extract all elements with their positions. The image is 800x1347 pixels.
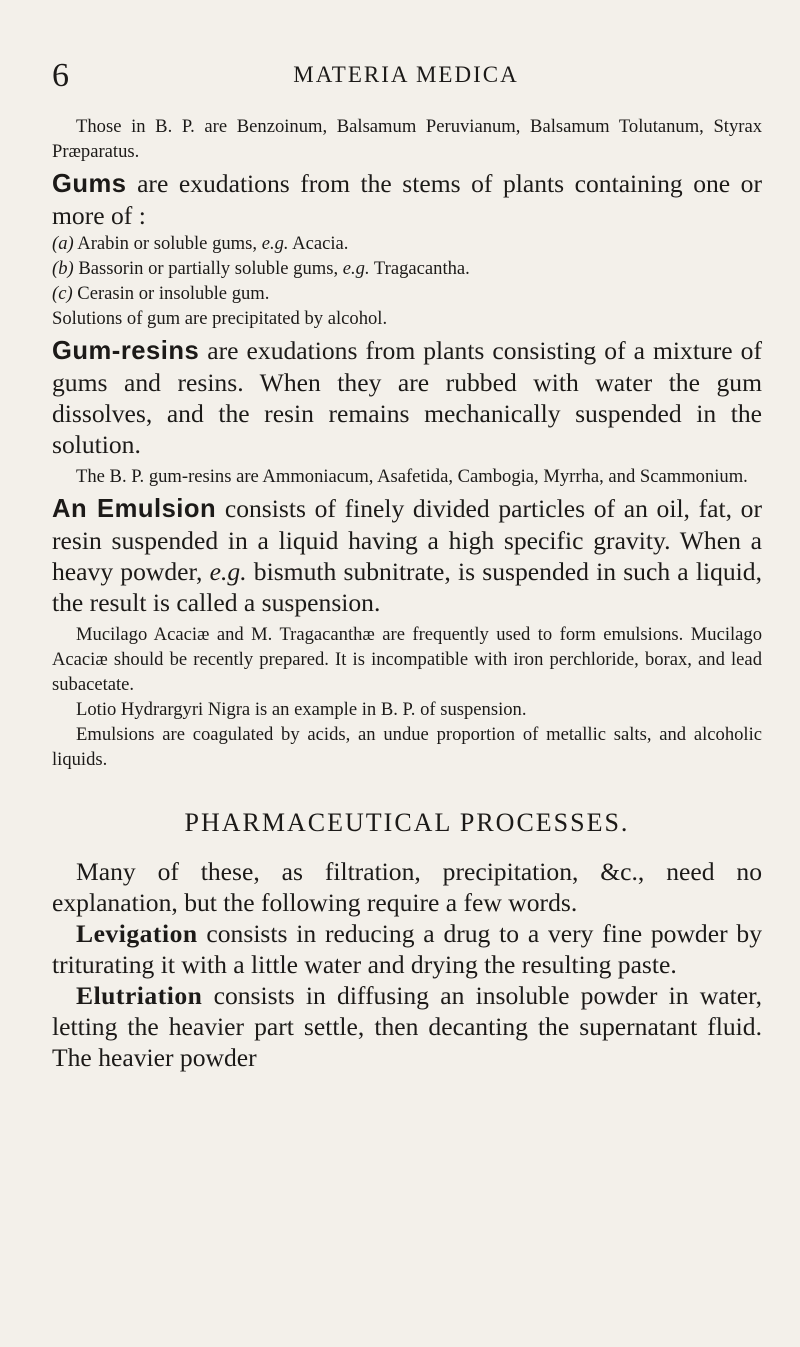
emulsion-term: An Emulsion xyxy=(52,495,217,523)
coagulation-paragraph: Emulsions are coagulated by acids, an undue proportion of metallic salts, and alcoholic liquids. xyxy=(52,724,762,770)
list-marker-a: (a) xyxy=(52,233,74,254)
gum-types-list xyxy=(52,231,762,331)
list-item-a-text: Arabin or soluble gums, xyxy=(73,233,262,254)
levigation-term: Levigation xyxy=(76,919,198,948)
gum-resins-term: Gum-resins xyxy=(52,337,200,365)
page-number: 6 xyxy=(52,57,69,94)
elutriation-text: consists in diffusing an insoluble powder in water, letting the heavier part settle, then decanting the supernatant fluid. The heavier powder xyxy=(52,981,762,1072)
levigation-text: consists in reducing a drug to a very fine powder by triturating it with a little water and drying the resulting paste. xyxy=(52,919,762,979)
list-item-c xyxy=(52,281,762,306)
mucilago-paragraph: Mucilago Acaciæ and M. Tragacanthæ are frequently used to form emulsions. Mucilago Acaciæ should be recently prepared. It is incompatible with iron perchloride, borax, and lead subacetate. xyxy=(52,624,762,695)
gums-paragraph xyxy=(52,168,762,231)
gums-term: Gums xyxy=(52,170,127,198)
list-item-a-end: Acacia. xyxy=(288,233,349,254)
list-item-a-eg: e.g. xyxy=(261,233,289,254)
elutriation-paragraph xyxy=(52,980,762,1073)
gum-resins-text: are exudations from plants consisting of a mixture of gums and resins. When they are rubbed with water the gum dissolves, and the resin remains mechanically suspended in the solution. xyxy=(52,336,762,459)
emulsion-paragraph xyxy=(52,493,762,618)
list-marker-b: (b) xyxy=(52,258,74,279)
solutions-paragraph: Solutions of gum are precipitated by alcohol. xyxy=(52,308,388,329)
gums-text: are exudations from the stems of plants containing one or more of : xyxy=(52,169,762,230)
list-item-b-text: Bassorin or partially soluble gums, xyxy=(73,258,343,279)
list-item-b-eg: e.g. xyxy=(342,258,370,279)
running-head: MATERIA MEDICA xyxy=(293,62,519,87)
list-item-a xyxy=(52,231,762,256)
balsams-paragraph: Those in B. P. are Benzoinum, Balsamum Peruvianum, Balsamum Tolutanum, Styrax Præparatus. xyxy=(52,116,762,162)
list-item-c-text: Cerasin or insoluble gum. xyxy=(72,283,270,304)
list-item-b-end: Tragacantha. xyxy=(369,258,470,279)
processes-intro-paragraph: Many of these, as filtration, precipitation, &c., need no explanation, but the following require a few words. xyxy=(52,857,762,917)
list-marker-c: (c) xyxy=(52,283,73,304)
section-heading: PHARMACEUTICAL PROCESSES. xyxy=(184,808,630,837)
levigation-paragraph xyxy=(52,918,762,980)
page-header xyxy=(52,57,760,94)
bp-gum-resins-paragraph: The B. P. gum-resins are Ammoniacum, Asafetida, Cambogia, Myrrha, and Scammonium. xyxy=(76,466,748,487)
lotio-paragraph: Lotio Hydrargyri Nigra is an example in B. P. of suspension. xyxy=(76,699,527,720)
emulsion-eg: e.g. xyxy=(209,557,247,586)
emulsion-text-2: bismuth subnitrate, is suspended in such a liquid, the result is called a suspension. xyxy=(52,557,762,617)
list-item-b xyxy=(52,256,762,281)
elutriation-term: Elutriation xyxy=(76,981,203,1010)
page-body xyxy=(52,114,762,1073)
gum-resins-paragraph xyxy=(52,335,762,460)
emulsion-text-1: consists of finely divided particles of an oil, fat, or resin suspended in a liquid having a high specific gravity. When a heavy powder, xyxy=(52,494,762,586)
